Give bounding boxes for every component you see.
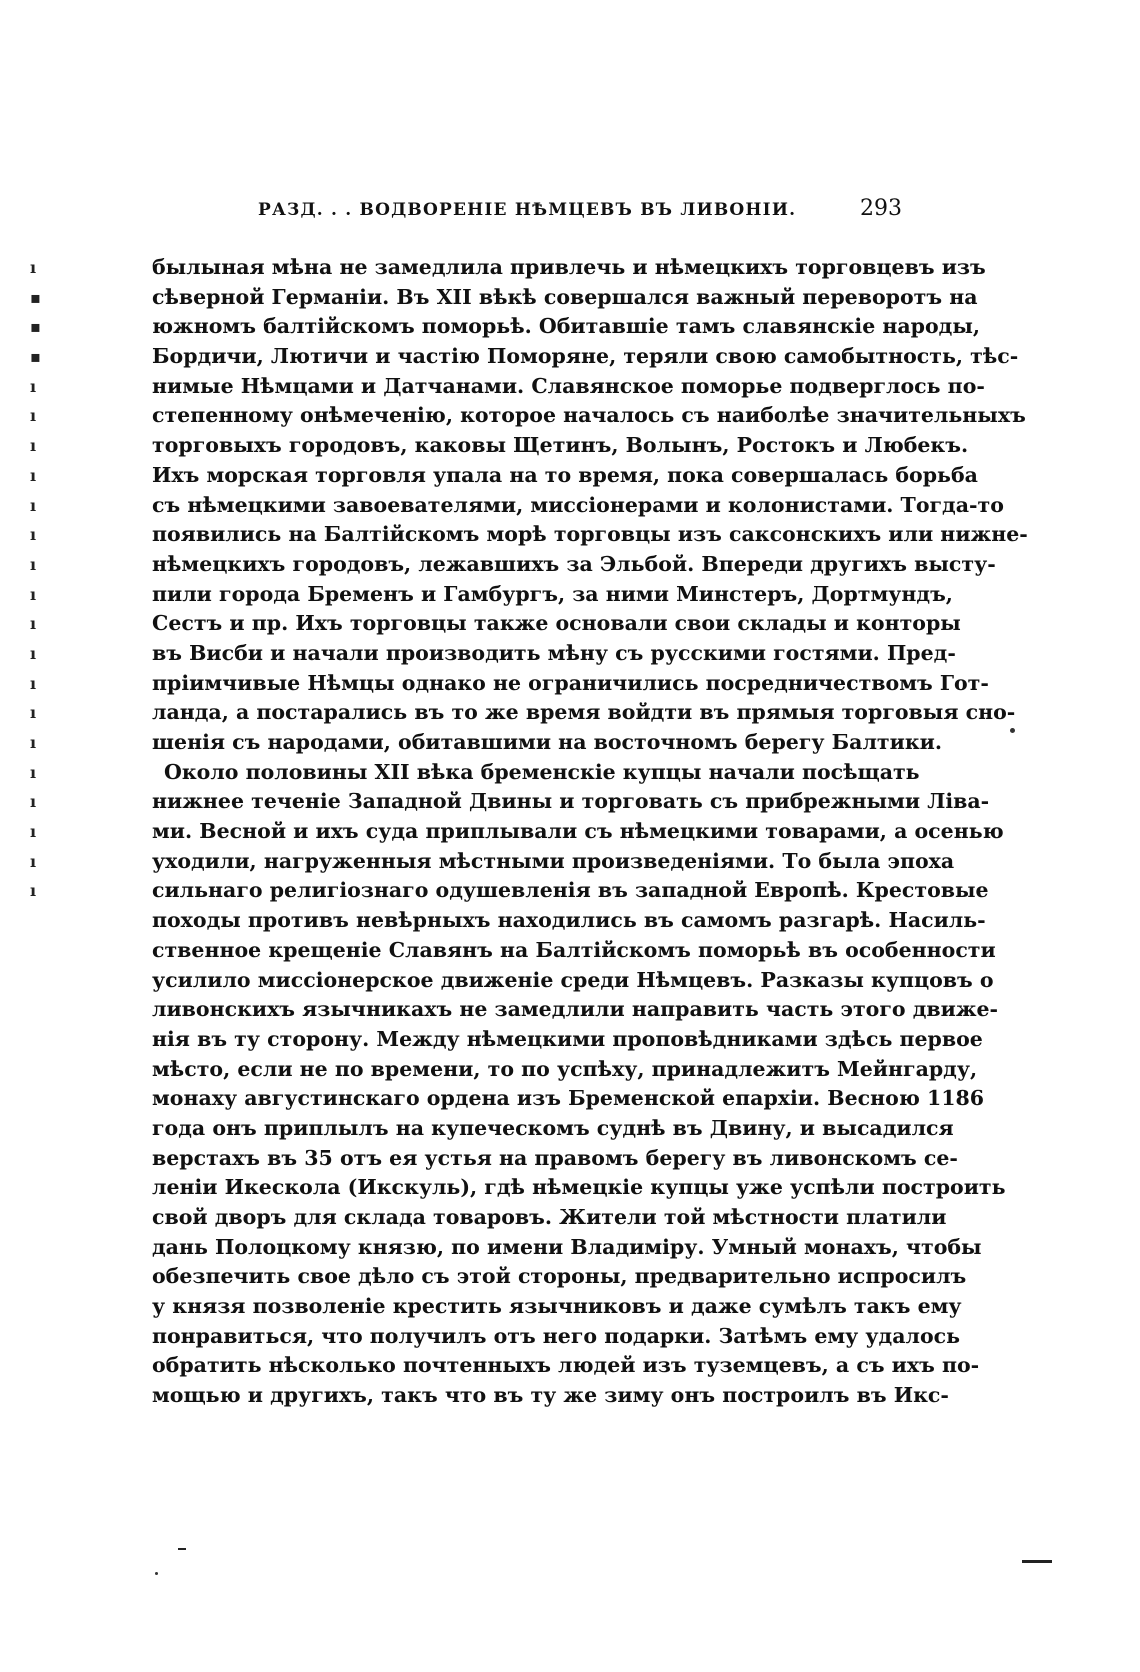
margin-mark: ▪	[30, 317, 41, 337]
text-line: уходили, нагруженныя мѣстными произведеніями. То была эпоха	[152, 848, 955, 873]
text-line: Бордичи, Лютичи и частію Поморяне, теряли свою самобытность, тѣс-	[152, 344, 1019, 369]
text-line: обезпечить свое дѣло съ этой стороны, предварительно испросилъ	[152, 1264, 967, 1289]
text-line: мощью и другихъ, такъ что въ ту же зиму онъ построилъ въ Икс-	[152, 1383, 949, 1408]
margin-mark: ı	[30, 851, 37, 871]
text-line: ливонскихъ язычникахъ не замедлили направить часть этого движе-	[152, 997, 999, 1022]
running-title: РАЗД. . . ВОДВОРЕНІЕ НѢМЦЕВЪ ВЪ ЛИВОНІИ.	[258, 200, 797, 220]
text-line: понравиться, что получилъ отъ него подарки. Затѣмъ ему удалось	[152, 1323, 961, 1348]
text-line: былыная мѣна не замедлила привлечь и нѣмецкихъ торговцевъ изъ	[152, 255, 986, 279]
text-line: нія въ ту сторону. Между нѣмецкими проповѣдниками здѣсь первое	[152, 1026, 983, 1051]
margin-mark: ı	[30, 881, 37, 901]
stray-ink-dash	[1022, 1560, 1052, 1563]
text-line: пріимчивые Нѣмцы однако не ограничились посредничествомъ Гот-	[152, 670, 989, 695]
margin-mark: ı	[30, 258, 37, 277]
stray-ink-dot	[1010, 728, 1015, 733]
text-line: съ нѣмецкими завоевателями, миссіонерами и колонистами. Тогда-то	[152, 492, 1004, 517]
text-line: свой дворъ для склада товаровъ. Жители той мѣстности платили	[152, 1205, 947, 1229]
text-line: нѣмецкихъ городовъ, лежавшихъ за Эльбой. Впереди другихъ высту-	[152, 551, 996, 576]
margin-mark: ı	[30, 406, 37, 426]
text-line: сѣверной Германіи. Въ XII вѣкѣ совершался важный переворотъ на	[152, 284, 978, 309]
text-line: шенія съ народами, обитавшими на восточномъ берегу Балтики.	[152, 730, 942, 754]
text-line: въ Висби и начали производить мѣну съ русскими гостями. Пред-	[152, 640, 956, 665]
stray-ink-dash	[178, 1548, 186, 1550]
margin-marks	[30, 253, 50, 906]
text-line: походы противъ невѣрныхъ находились въ самомъ разгарѣ. Насиль-	[152, 908, 986, 933]
running-head	[258, 196, 902, 226]
text-line: ми. Весной и ихъ суда приплывали съ нѣмецкими товарами, а осенью	[152, 819, 1004, 844]
text-line: торговыхъ городовъ, каковы Щетинъ, Волынъ, Ростокъ и Любекъ.	[152, 433, 969, 458]
margin-mark: ı	[30, 673, 37, 693]
margin-mark: ı	[30, 584, 37, 604]
margin-mark: ı	[30, 525, 37, 545]
text-line: сильнаго религіознаго одушевленія въ западной Европѣ. Крестовые	[152, 878, 989, 903]
margin-mark: ı	[30, 376, 37, 396]
text-line: монаху августинскаго ордена изъ Бременской епархіи. Весною 1186	[152, 1086, 985, 1111]
text-line: пили города Бременъ и Гамбургъ, за ними Минстеръ, Дортмундъ,	[152, 581, 953, 606]
text-line: появились на Балтійскомъ морѣ торговцы изъ саксонскихъ или нижне-	[152, 522, 1028, 547]
text-line: ственное крещеніе Славянъ на Балтійскомъ поморьѣ въ особенности	[152, 937, 996, 962]
page-number: 293	[860, 196, 902, 221]
text-line: мѣсто, если не по времени, то по успѣху, принадлежитъ Мейнгарду,	[152, 1056, 978, 1081]
margin-mark: ı	[30, 822, 37, 842]
margin-mark: ı	[30, 436, 37, 456]
text-line: усилило миссіонерское движеніе среди Нѣмцевъ. Разказы купцовъ о	[152, 967, 994, 992]
margin-mark: ı	[30, 792, 37, 812]
text-line: ланда, а постарались въ то же время войдти въ прямыя торговыя сно-	[152, 700, 1016, 725]
text-line: обратить нѣсколько почтенныхъ людей изъ туземцевъ, а съ ихъ по-	[152, 1353, 980, 1378]
text-line: верстахъ въ 35 отъ ея устья на правомъ берегу въ ливонскомъ се-	[152, 1145, 958, 1170]
text-line: леніи Икескола (Икскуль), гдѣ нѣмецкіе купцы уже успѣли построить	[152, 1175, 1006, 1200]
text-line: нимые Нѣмцами и Датчанами. Славянское поморье подверглось по-	[152, 373, 985, 398]
text-line: дань Полоцкому князю, по имени Владиміру. Умный монахъ, чтобы	[152, 1234, 982, 1259]
text-line: года онъ приплылъ на купеческомъ суднѣ въ Двину, и высадился	[152, 1115, 954, 1140]
text-line: у князя позволеніе крестить язычниковъ и даже сумѣлъ такъ ему	[152, 1294, 962, 1319]
body-text	[152, 253, 1028, 1411]
margin-mark: ı	[30, 614, 37, 634]
text-line: степенному онѣмеченію, которое началось съ наиболѣе значительныхъ	[152, 403, 1026, 428]
stray-ink-dot	[155, 1572, 158, 1575]
margin-mark: ▪	[30, 347, 41, 367]
margin-mark: ı	[30, 733, 37, 752]
text-line: южномъ балтійскомъ поморьѣ. Обитавшіе тамъ славянскіе народы,	[152, 314, 981, 339]
text-line: Сестъ и пр. Ихъ торговцы также основали свои склады и конторы	[152, 611, 961, 636]
margin-mark: ı	[30, 465, 37, 485]
margin-mark: ▪	[30, 287, 41, 307]
text-line: нижнее теченіе Западной Двины и торговать съ прибрежными Ліва-	[152, 789, 990, 814]
margin-mark: ı	[30, 495, 37, 515]
margin-mark: ı	[30, 703, 37, 723]
text-line: Около половины XII вѣка бременскіе купцы начали посѣщать	[164, 759, 920, 784]
margin-mark: ı	[30, 762, 37, 782]
text-line: Ихъ морская торговля упала на то время, пока совершалась борьба	[152, 462, 978, 487]
margin-mark: ı	[30, 554, 37, 574]
margin-mark: ı	[30, 643, 37, 663]
